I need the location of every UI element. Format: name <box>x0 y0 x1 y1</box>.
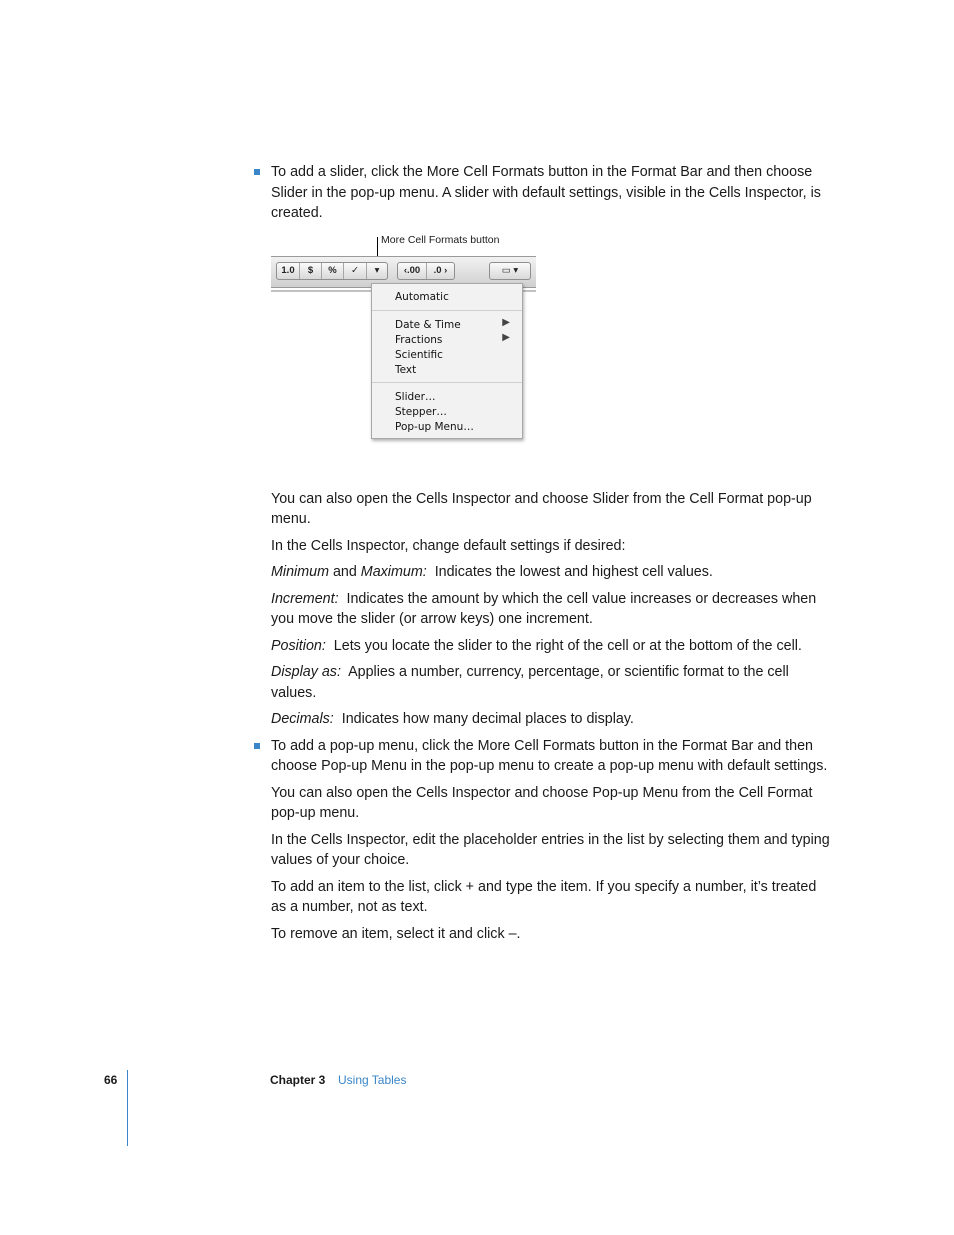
menu-item-stepper[interactable]: Stepper… <box>395 405 447 418</box>
submenu-arrow-icon: ▶ <box>502 331 510 343</box>
chapter-label: Chapter 3 <box>270 1073 326 1087</box>
setting-term: Display as: <box>271 664 341 680</box>
menu-item-scientific[interactable]: Scientific <box>395 348 443 361</box>
setting-term: Minimum <box>271 564 329 580</box>
setting-description: Applies a number, currency, percentage, or scientific format to the cell values. <box>271 664 789 701</box>
menu-separator <box>372 382 522 383</box>
paragraph: In the Cells Inspector, change default settings if desired: <box>271 537 626 554</box>
bullet-item-popup <box>271 736 831 777</box>
submenu-arrow-icon: ▶ <box>502 316 510 328</box>
menu-item-fractions[interactable]: Fractions <box>395 333 443 346</box>
menu-item-text[interactable]: Text <box>395 363 417 376</box>
setting-term: Decimals: <box>271 711 334 727</box>
paragraph: In the Cells Inspector, edit the placeholder entries in the list by selecting them and typing values of your choice. <box>271 831 830 868</box>
setting-description: Indicates how many decimal places to display. <box>341 711 634 727</box>
menu-item-automatic[interactable]: Automatic <box>395 290 449 303</box>
percent-format-button[interactable]: % <box>322 263 344 279</box>
bullet-item-slider <box>271 162 831 224</box>
paragraph: You can also open the Cells Inspector and choose Pop-up Menu from the Cell Format pop-up menu. <box>271 784 813 821</box>
page-number: 66 <box>104 1073 118 1087</box>
cell-border-button[interactable]: ▭ ▾ <box>501 264 519 276</box>
decimal-button-group <box>397 262 455 280</box>
setting-term: Increment: <box>271 590 339 607</box>
setting-display-as <box>271 662 831 703</box>
cell-border-button-group <box>489 262 531 280</box>
bullet-square-icon <box>254 743 260 749</box>
bullet-text: To add a pop-up menu, click the More Cell Formats button in the Format Bar and then choose Pop-up Menu in the pop-up menu to create a pop-up menu with default settings. <box>271 737 828 774</box>
chapter-title-link[interactable]: Using Tables <box>338 1073 407 1087</box>
footer-rule <box>127 1070 128 1146</box>
setting-position <box>271 636 831 657</box>
more-cell-formats-menu <box>371 283 523 439</box>
more-cell-formats-button[interactable]: ▾ <box>374 264 380 276</box>
callout-label: More Cell Formats button <box>381 233 500 246</box>
setting-term: Maximum: <box>360 564 427 580</box>
setting-minmax <box>271 562 831 583</box>
format-button-group <box>276 262 388 280</box>
format-bar-figure <box>271 234 831 477</box>
bullet-square-icon <box>254 169 260 175</box>
menu-item-slider[interactable]: Slider… <box>395 390 436 403</box>
increase-decimal-button[interactable]: .0 › <box>433 264 448 276</box>
checkbox-format-button[interactable]: ✓ <box>344 263 367 279</box>
number-format-button[interactable]: 1.0 <box>277 263 300 279</box>
setting-decimals <box>271 709 831 730</box>
menu-item-popup-menu[interactable]: Pop-up Menu… <box>395 420 474 433</box>
menu-separator <box>372 310 522 311</box>
setting-description: Lets you locate the slider to the right of the cell or at the bottom of the cell. <box>333 637 802 654</box>
setting-joiner: and <box>328 564 361 580</box>
setting-increment <box>271 589 831 630</box>
decrease-decimal-button[interactable]: ‹.00 <box>398 263 427 279</box>
callout-line <box>377 237 378 258</box>
setting-description: Indicates the lowest and highest cell values. <box>434 564 713 580</box>
currency-format-button[interactable]: $ <box>300 263 322 279</box>
bullet-text: To add a slider, click the More Cell Formats button in the Format Bar and then choose Slider in the pop-up menu. A slider with default settings, visible in the Cells Inspector, is created. <box>271 164 821 221</box>
document-body <box>271 162 831 950</box>
menu-item-date-time[interactable]: Date & Time <box>395 318 461 331</box>
paragraph: To add an item to the list, click + and type the item. If you specify a number, it’s treated as a number, not as text. <box>271 878 817 915</box>
paragraph: To remove an item, select it and click –. <box>271 925 521 942</box>
paragraph: You can also open the Cells Inspector and choose Slider from the Cell Format pop-up menu. <box>271 490 812 527</box>
setting-description: Indicates the amount by which the cell value increases or decreases when you move the slider (or arrow keys) one increment. <box>271 590 817 627</box>
setting-term: Position: <box>271 637 326 654</box>
